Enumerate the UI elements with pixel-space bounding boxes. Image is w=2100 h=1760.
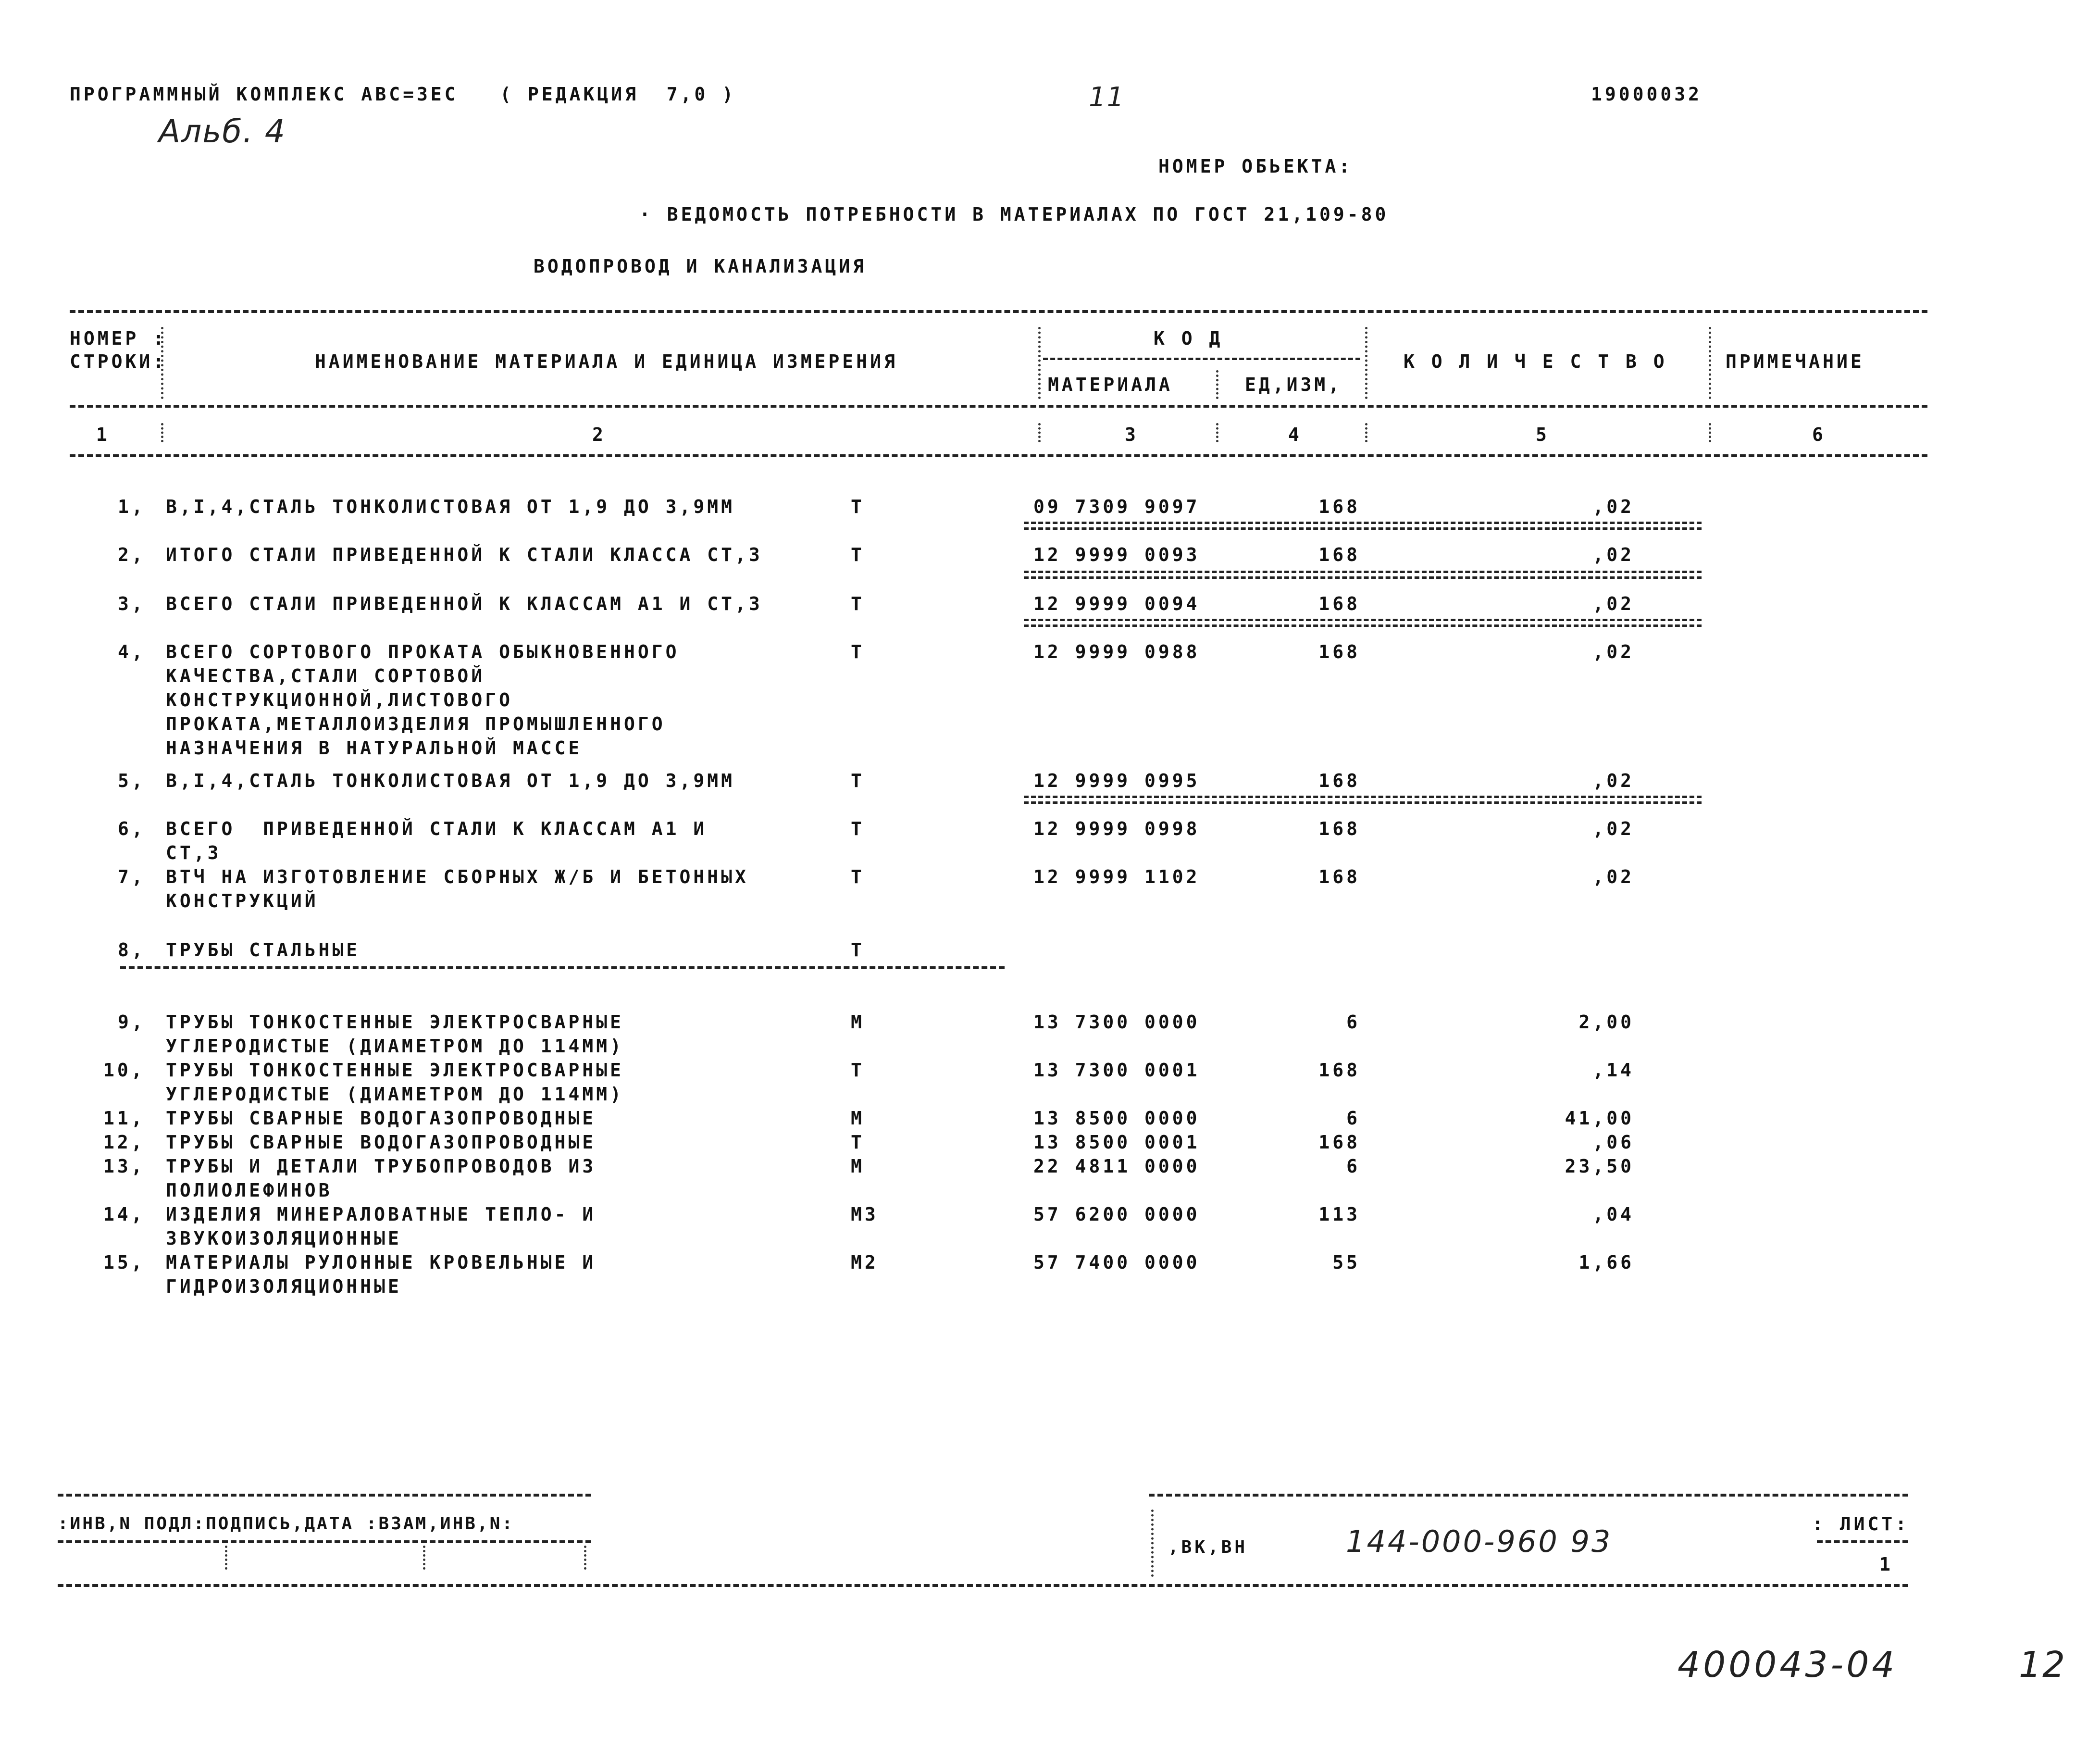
colnum-2: 2 — [592, 424, 606, 445]
row-number: 6, — [118, 818, 146, 839]
col-divider — [1709, 327, 1711, 399]
row-unit-code: 168 — [1318, 641, 1360, 662]
row-name: ИТОГО СТАЛИ ПРИВЕДЕННОЙ К СТАЛИ КЛАССА СТ,3 — [166, 544, 763, 565]
col-head-code-unit: ЕД,ИЗМ, — [1245, 374, 1342, 395]
row-number: 4, — [118, 641, 146, 662]
row-number: 3, — [118, 593, 146, 614]
row-number: 11, — [103, 1108, 145, 1129]
row-name: ИЗДЕЛИЯ МИНЕРАЛОВАТНЫЕ ТЕПЛО- И — [166, 1204, 596, 1225]
row-unit: Т — [851, 544, 865, 565]
row-unit-code: 168 — [1318, 593, 1360, 614]
row-material-code: 12 9999 0988 — [1033, 641, 1200, 662]
program-header: ПРОГРАММНЫЙ КОМПЛЕКС АВС=ЗЕС ( РЕДАКЦИЯ 7,0 ) — [70, 84, 736, 105]
sheet-label: : ЛИСТ: — [1812, 1513, 1910, 1535]
col-divider — [1365, 327, 1367, 399]
row-material-code: 13 8500 0000 — [1033, 1108, 1200, 1129]
stamp-left-labels: :ИНВ,N ПОДЛ:ПОДПИСЬ,ДАТА :ВЗАМ,ИНВ,N: — [58, 1514, 514, 1534]
row-unit: М — [851, 1156, 865, 1177]
subtotal-separator — [1024, 619, 1702, 621]
row-number: 7, — [118, 866, 146, 887]
row-unit-code: 168 — [1318, 818, 1360, 839]
row-unit-code: 168 — [1318, 544, 1360, 565]
row-quantity: 1,66 — [1578, 1252, 1634, 1273]
colnum-bottom-rule — [70, 454, 1927, 457]
row-unit-code: 6 — [1346, 1011, 1360, 1033]
row-name: ЗВУКОИЗОЛЯЦИОННЫЕ — [166, 1228, 402, 1249]
col-head-code-material: МАТЕРИАЛА — [1048, 374, 1173, 395]
row-number: 9, — [118, 1011, 146, 1033]
subtotal-separator — [1024, 571, 1702, 573]
object-number-label: НОМЕР ОБЬЕКТА: — [1158, 156, 1353, 177]
row-unit-code: 168 — [1318, 770, 1360, 791]
document-code: 19000032 — [1591, 84, 1702, 105]
document-title: · ВЕДОМОСТЬ ПОТРЕБНОСТИ В МАТЕРИАЛАХ ПО ГОСТ 21,109-80 — [639, 204, 1389, 225]
row-name: НАЗНАЧЕНИЯ В НАТУРАЛЬНОЙ МАССЕ — [166, 737, 583, 759]
col-head-name: НАИМЕНОВАНИЕ МАТЕРИАЛА И ЕДИНИЦА ИЗМЕРЕНИЯ — [315, 351, 898, 372]
row-name: ТРУБЫ ТОНКОСТЕННЫЕ ЭЛЕКТРОСВАРНЫЕ — [166, 1060, 624, 1081]
archive-number: 400043-04 — [1678, 1644, 1898, 1685]
row-number: 5, — [118, 770, 146, 791]
row-name: ВТЧ НА ИЗГОТОВЛЕНИЕ СБОРНЫХ Ж/Б И БЕТОННЫХ — [166, 866, 749, 887]
col-head-note: ПРИМЕЧАНИЕ — [1726, 351, 1864, 372]
row-material-code: 12 9999 0093 — [1033, 544, 1200, 565]
row-unit-code: 168 — [1318, 496, 1360, 517]
row-unit: Т — [851, 1132, 865, 1153]
row-unit: Т — [851, 866, 865, 887]
row-material-code: 57 6200 0000 — [1033, 1204, 1200, 1225]
row-quantity: ,06 — [1592, 1132, 1634, 1153]
row-name: УГЛЕРОДИСТЫЕ (ДИАМЕТРОМ ДО 114ММ) — [166, 1084, 624, 1105]
row-unit: Т — [851, 770, 865, 791]
archive-page: 12 — [2019, 1644, 2066, 1685]
subtotal-separator — [1024, 796, 1702, 798]
stamp-right-rule — [1149, 1494, 1908, 1497]
row-quantity: ,04 — [1592, 1204, 1634, 1225]
row-unit: Т — [851, 1060, 865, 1081]
row-unit: Т — [851, 641, 865, 662]
row-quantity: ,02 — [1592, 544, 1634, 565]
row-unit: Т — [851, 496, 865, 517]
row-quantity: ,02 — [1592, 641, 1634, 662]
sheet-rule — [1817, 1540, 1908, 1543]
row-material-code: 13 7300 0001 — [1033, 1060, 1200, 1081]
col-divider — [161, 327, 163, 399]
row-material-code: 57 7400 0000 — [1033, 1252, 1200, 1273]
row-name: МАТЕРИАЛЫ РУЛОННЫЕ КРОВЕЛЬНЫЕ И — [166, 1252, 596, 1273]
row-name: В,I,4,СТАЛЬ ТОНКОЛИСТОВАЯ ОТ 1,9 ДО 3,9ММ — [166, 770, 735, 791]
row-material-code: 13 8500 0001 — [1033, 1132, 1200, 1153]
group-underline — [120, 966, 1005, 969]
row-name: ВСЕГО ПРИВЕДЕННОЙ СТАЛИ К КЛАССАМ А1 И — [166, 818, 708, 839]
row-material-code: 12 9999 0094 — [1033, 593, 1200, 614]
row-material-code: 22 4811 0000 — [1033, 1156, 1200, 1177]
row-unit: М — [851, 1011, 865, 1033]
doc-code: 144-000-960 93 — [1346, 1524, 1613, 1559]
row-quantity: ,14 — [1592, 1060, 1634, 1081]
stamp-prefix: ,ВК,ВН — [1168, 1537, 1248, 1557]
stamp-bottom-rule — [58, 1584, 1908, 1587]
page-number: 11 — [1089, 82, 1125, 113]
col-head-code: К О Д — [1154, 328, 1223, 349]
row-name: ТРУБЫ СВАРНЫЕ ВОДОГАЗОПРОВОДНЫЕ — [166, 1132, 596, 1153]
row-unit-code: 6 — [1346, 1156, 1360, 1177]
row-quantity: ,02 — [1592, 818, 1634, 839]
row-unit: Т — [851, 818, 865, 839]
row-unit-code: 168 — [1318, 866, 1360, 887]
row-quantity: 23,50 — [1565, 1156, 1634, 1177]
row-name: ВСЕГО СОРТОВОГО ПРОКАТА ОБЫКНОВЕННОГО — [166, 641, 680, 662]
colnum-1: 1 — [96, 424, 110, 445]
row-number: 2, — [118, 544, 146, 565]
stamp-rule — [58, 1540, 591, 1543]
stamp-divider — [1151, 1510, 1154, 1577]
col-divider — [1216, 370, 1218, 399]
row-unit-code: 6 — [1346, 1108, 1360, 1129]
row-number: 1, — [118, 496, 146, 517]
row-unit-code: 168 — [1318, 1060, 1360, 1081]
row-unit: М — [851, 1108, 865, 1129]
stamp-divider — [225, 1546, 227, 1570]
row-number: 8, — [118, 939, 146, 961]
code-split-rule — [1043, 358, 1360, 360]
row-number: 15, — [103, 1252, 145, 1273]
colnum-4: 4 — [1288, 424, 1302, 445]
stamp-divider — [584, 1546, 586, 1570]
table-top-rule — [70, 310, 1927, 313]
row-number: 14, — [103, 1204, 145, 1225]
row-unit: Т — [851, 593, 865, 614]
col-head-quantity: К О Л И Ч Е С Т В О — [1404, 351, 1667, 372]
col-divider — [1038, 327, 1041, 399]
col-divider — [161, 423, 163, 442]
row-material-code: 09 7309 9097 — [1033, 496, 1200, 517]
row-name: КОНСТРУКЦИЙ — [166, 890, 319, 911]
row-quantity: ,02 — [1592, 496, 1634, 517]
row-name: В,I,4,СТАЛЬ ТОНКОЛИСТОВАЯ ОТ 1,9 ДО 3,9ММ — [166, 496, 735, 517]
row-quantity: 41,00 — [1565, 1108, 1634, 1129]
row-name: ТРУБЫ СВАРНЫЕ ВОДОГАЗОПРОВОДНЫЕ — [166, 1108, 596, 1129]
row-name: ПРОКАТА,МЕТАЛЛОИЗДЕЛИЯ ПРОМЫШЛЕННОГО — [166, 713, 666, 735]
colnum-3: 3 — [1125, 424, 1139, 445]
album-note: Альб. 4 — [159, 113, 286, 150]
row-material-code: 13 7300 0000 — [1033, 1011, 1200, 1033]
row-unit: М3 — [851, 1204, 879, 1225]
row-quantity: ,02 — [1592, 770, 1634, 791]
subtotal-separator — [1024, 522, 1702, 524]
stamp-rule — [58, 1494, 591, 1497]
row-quantity: ,02 — [1592, 866, 1634, 887]
col-divider — [1038, 423, 1041, 442]
row-unit: Т — [851, 939, 865, 961]
sheet-number: 1 — [1879, 1554, 1893, 1575]
section-title: ВОДОПРОВОД И КАНАЛИЗАЦИЯ — [534, 256, 867, 277]
row-material-code: 12 9999 0995 — [1033, 770, 1200, 791]
col-divider — [1216, 423, 1218, 442]
row-name: КОНСТРУКЦИОННОЙ,ЛИСТОВОГО — [166, 689, 513, 711]
row-unit-code: 168 — [1318, 1132, 1360, 1153]
col-head-row-no: НОМЕР : — [70, 328, 167, 349]
colnum-5: 5 — [1536, 424, 1550, 445]
row-name: ТРУБЫ ТОНКОСТЕННЫЕ ЭЛЕКТРОСВАРНЫЕ — [166, 1011, 624, 1033]
row-name: КАЧЕСТВА,СТАЛИ СОРТОВОЙ — [166, 665, 485, 687]
row-name: ПОЛИОЛЕФИНОВ — [166, 1180, 333, 1201]
row-number: 10, — [103, 1060, 145, 1081]
row-name: ВСЕГО СТАЛИ ПРИВЕДЕННОЙ К КЛАССАМ А1 И СТ,3 — [166, 593, 763, 614]
col-divider — [1709, 423, 1711, 442]
row-name: УГЛЕРОДИСТЫЕ (ДИАМЕТРОМ ДО 114ММ) — [166, 1036, 624, 1057]
row-material-code: 12 9999 0998 — [1033, 818, 1200, 839]
row-name: ТРУБЫ И ДЕТАЛИ ТРУБОПРОВОДОВ ИЗ — [166, 1156, 596, 1177]
row-number: 12, — [103, 1132, 145, 1153]
row-unit: М2 — [851, 1252, 879, 1273]
stamp-divider — [423, 1546, 425, 1570]
row-material-code: 12 9999 1102 — [1033, 866, 1200, 887]
row-name: ГИДРОИЗОЛЯЦИОННЫЕ — [166, 1276, 402, 1297]
row-unit-code: 55 — [1332, 1252, 1360, 1273]
row-unit-code: 113 — [1318, 1204, 1360, 1225]
colnum-6: 6 — [1812, 424, 1826, 445]
row-quantity: ,02 — [1592, 593, 1634, 614]
col-head-row-no-2: СТРОКИ: — [70, 351, 167, 372]
row-quantity: 2,00 — [1578, 1011, 1634, 1033]
col-divider — [1365, 423, 1367, 442]
row-name: СТ,3 — [166, 842, 222, 863]
header-bottom-rule — [70, 405, 1927, 408]
row-number: 13, — [103, 1156, 145, 1177]
row-name: ТРУБЫ СТАЛЬНЫЕ — [166, 939, 360, 961]
